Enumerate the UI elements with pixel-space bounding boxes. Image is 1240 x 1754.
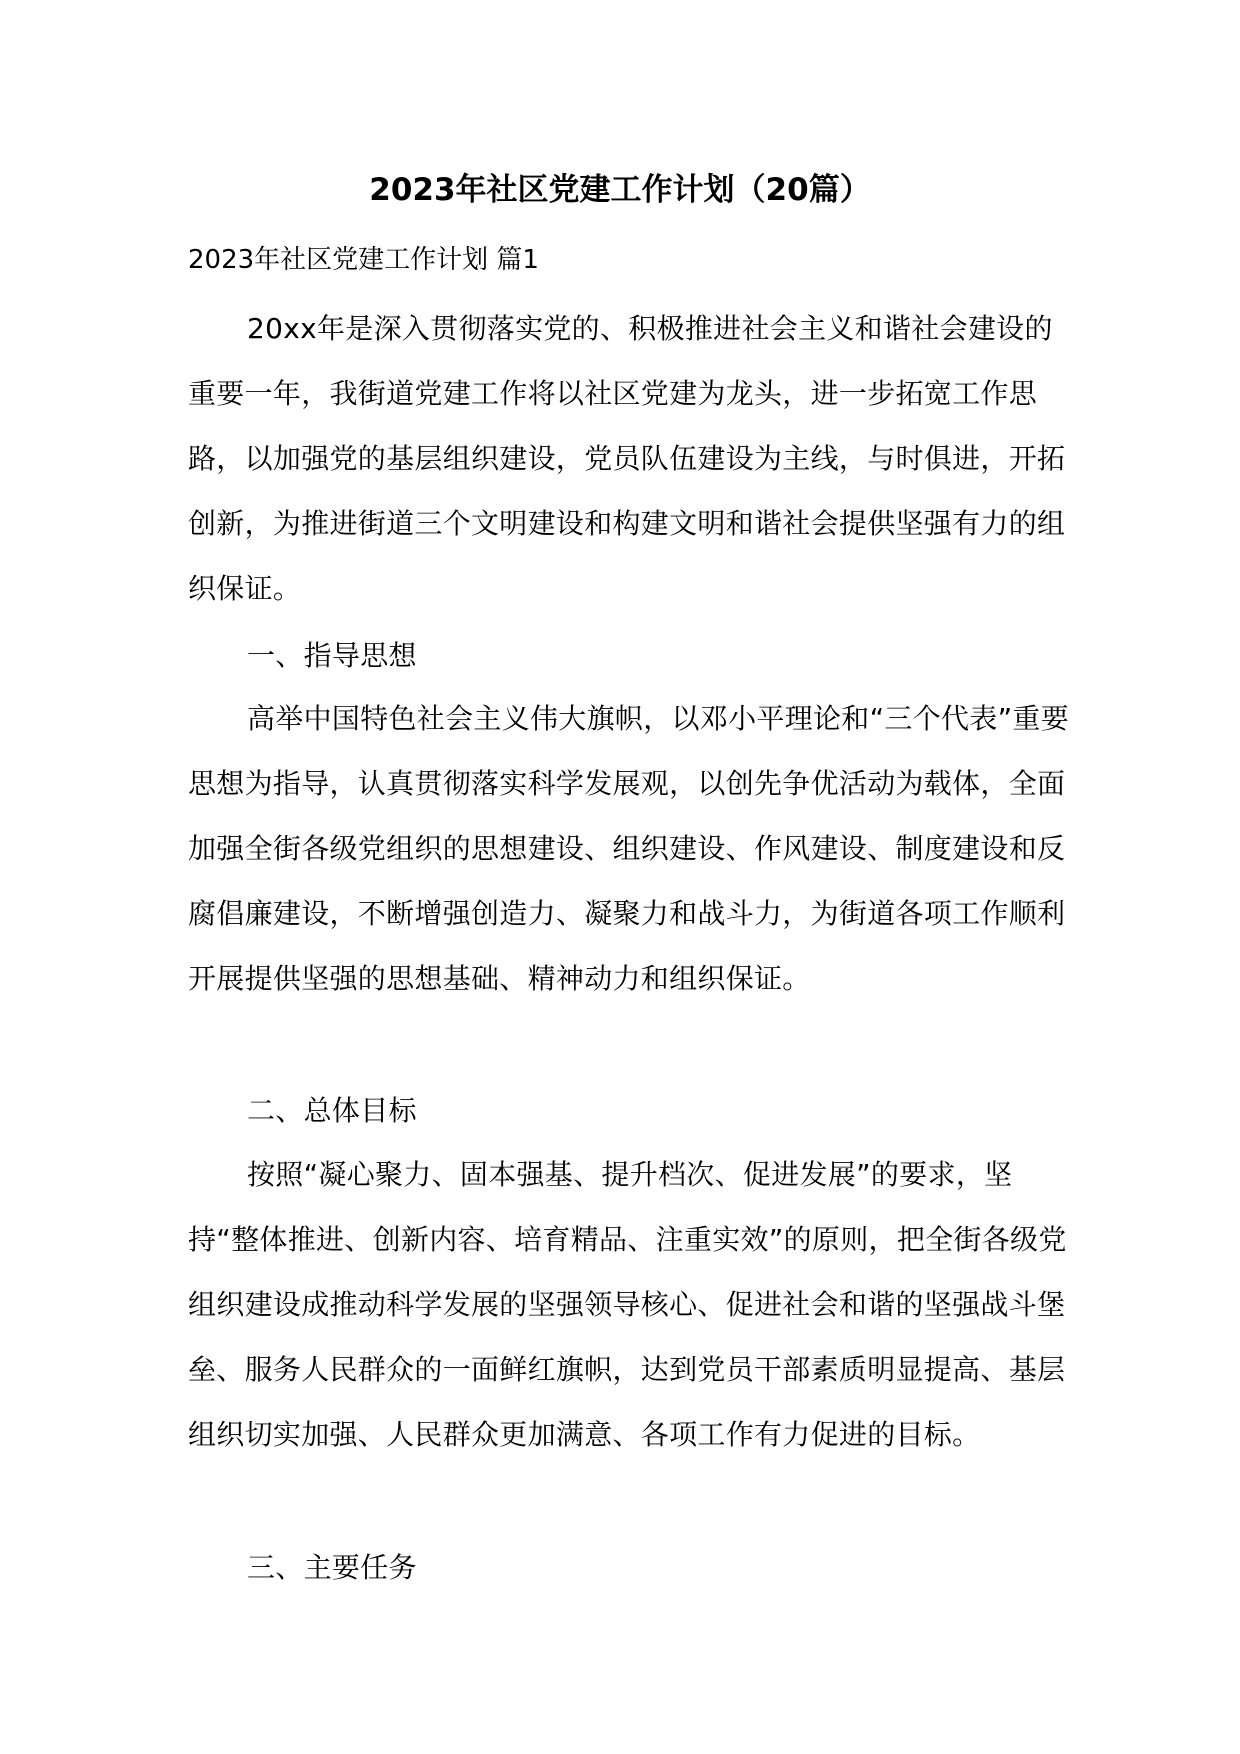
paragraph-intro: 20xx年是深入贯彻落实党的、积极推进社会主义和谐社会建设的重要一年，我街道党建工作将以社区党建为龙头，进一步拓宽工作思路，以加强党的基层组织建设，党员队伍建设为主线，与时俱进，开拓创新，为推进街道三个文明建设和构建文明和谐社会提供坚强有力的组织保证。: [188, 312, 1066, 605]
heading-overall-goal: 二、总体目标: [247, 1094, 417, 1127]
section-subtitle: 2023年社区党建工作计划 篇1: [188, 245, 539, 275]
paragraph-overall-goal: 按照“凝心聚力、固本强基、提升档次、促进发展”的要求，坚持“整体推进、创新内容、培育精品、注重实效”的原则，把全街各级党组织建设成推动科学发展的坚强领导核心、促进社会和谐的坚强战斗堡垒、服务人民群众的一面鲜红旗帜，达到党员干部素质明显提高、基层组织切实加强、人民群众更加满意、各项工作有力促进的目标。: [188, 1158, 1067, 1451]
heading-guiding-thought: 一、指导思想: [247, 639, 417, 672]
paragraph-guiding-thought: 高举中国特色社会主义伟大旗帜，以邓小平理论和“三个代表”重要思想为指导，认真贯彻落实科学发展观，以创先争优活动为载体，全面加强全街各级党组织的思想建设、组织建设、作风建设、制度建设和反腐倡廉建设，不断增强创造力、凝聚力和战斗力，为街道各项工作顺利开展提供坚强的思想基础、精神动力和组织保证。: [188, 702, 1070, 995]
document-title: 2023年社区党建工作计划（20篇）: [369, 172, 871, 208]
heading-main-tasks: 三、主要任务: [247, 1551, 417, 1584]
